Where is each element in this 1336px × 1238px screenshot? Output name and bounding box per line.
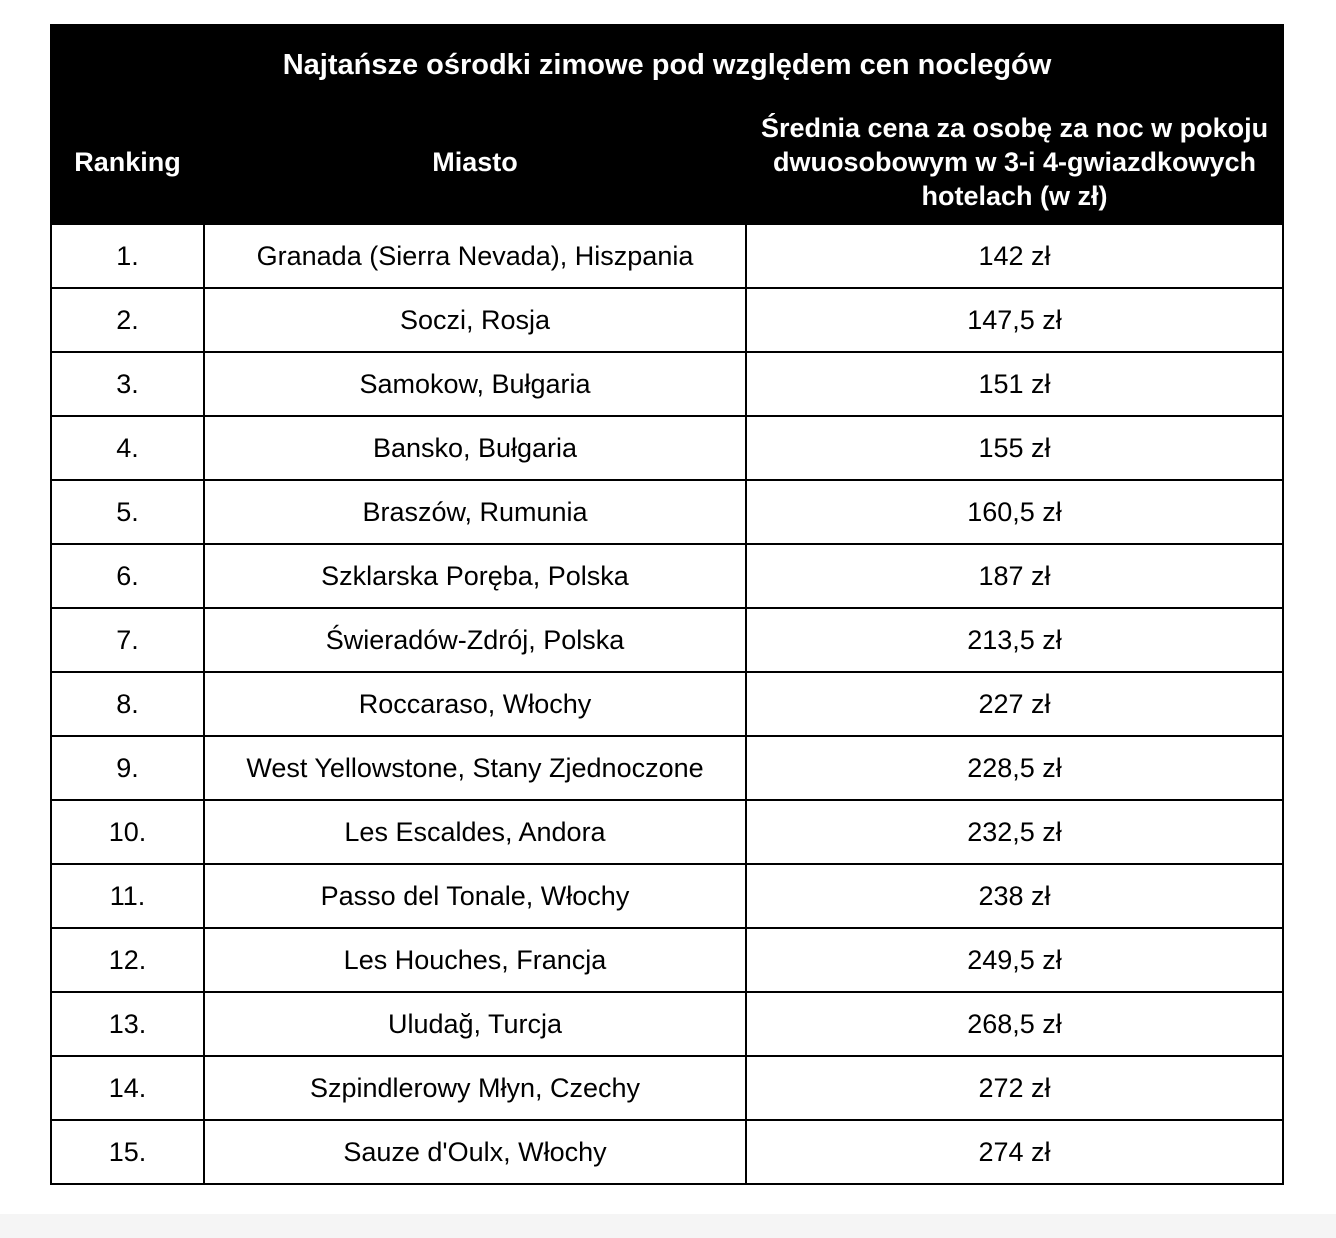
- price-cell: 268,5 zł: [746, 992, 1283, 1056]
- price-cell: 274 zł: [746, 1120, 1283, 1184]
- table-row: [51, 608, 1283, 672]
- rank-cell: 2.: [51, 288, 204, 352]
- table-row: [51, 352, 1283, 416]
- ranking-table: [50, 24, 1284, 1185]
- table-row: [51, 992, 1283, 1056]
- table-row: [51, 480, 1283, 544]
- price-cell: 155 zł: [746, 416, 1283, 480]
- city-cell: Szpindlerowy Młyn, Czechy: [204, 1056, 746, 1120]
- price-cell: 228,5 zł: [746, 736, 1283, 800]
- city-cell: Uludağ, Turcja: [204, 992, 746, 1056]
- table-row: [51, 1120, 1283, 1184]
- price-cell: 213,5 zł: [746, 608, 1283, 672]
- table-title-row: [51, 25, 1283, 105]
- table-row: [51, 288, 1283, 352]
- city-cell: Passo del Tonale, Włochy: [204, 864, 746, 928]
- price-cell: 272 zł: [746, 1056, 1283, 1120]
- rank-cell: 1.: [51, 224, 204, 288]
- price-cell: 227 zł: [746, 672, 1283, 736]
- table-row: [51, 672, 1283, 736]
- city-cell: Les Houches, Francja: [204, 928, 746, 992]
- rank-cell: 4.: [51, 416, 204, 480]
- ranking-table-container: [50, 24, 1282, 1185]
- column-header-city: Miasto: [204, 105, 746, 224]
- page-bottom-margin: [0, 1214, 1336, 1238]
- price-cell: 238 zł: [746, 864, 1283, 928]
- table-row: [51, 800, 1283, 864]
- city-cell: Bansko, Bułgaria: [204, 416, 746, 480]
- rank-cell: 3.: [51, 352, 204, 416]
- rank-cell: 9.: [51, 736, 204, 800]
- city-cell: West Yellowstone, Stany Zjednoczone: [204, 736, 746, 800]
- table-body: [51, 224, 1283, 1184]
- price-cell: 249,5 zł: [746, 928, 1283, 992]
- rank-cell: 14.: [51, 1056, 204, 1120]
- city-cell: Roccaraso, Włochy: [204, 672, 746, 736]
- price-cell: 147,5 zł: [746, 288, 1283, 352]
- price-cell: 160,5 zł: [746, 480, 1283, 544]
- column-header-rank: Ranking: [51, 105, 204, 224]
- rank-cell: 11.: [51, 864, 204, 928]
- price-cell: 232,5 zł: [746, 800, 1283, 864]
- rank-cell: 13.: [51, 992, 204, 1056]
- price-cell: 142 zł: [746, 224, 1283, 288]
- price-cell: 151 zł: [746, 352, 1283, 416]
- city-cell: Braszów, Rumunia: [204, 480, 746, 544]
- column-header-price: Średnia cena za osobę za noc w pokoju dwuosobowym w 3-i 4-gwiazdkowych hotelach (w zł): [746, 105, 1283, 224]
- table-title: Najtańsze ośrodki zimowe pod względem cen noclegów: [51, 25, 1283, 105]
- city-cell: Świeradów-Zdrój, Polska: [204, 608, 746, 672]
- rank-cell: 7.: [51, 608, 204, 672]
- rank-cell: 10.: [51, 800, 204, 864]
- city-cell: Sauze d'Oulx, Włochy: [204, 1120, 746, 1184]
- rank-cell: 8.: [51, 672, 204, 736]
- table-row: [51, 1056, 1283, 1120]
- city-cell: Granada (Sierra Nevada), Hiszpania: [204, 224, 746, 288]
- table-row: [51, 736, 1283, 800]
- city-cell: Szklarska Poręba, Polska: [204, 544, 746, 608]
- rank-cell: 6.: [51, 544, 204, 608]
- table-row: [51, 416, 1283, 480]
- table-row: [51, 864, 1283, 928]
- rank-cell: 12.: [51, 928, 204, 992]
- table-row: [51, 544, 1283, 608]
- rank-cell: 5.: [51, 480, 204, 544]
- table-row: [51, 928, 1283, 992]
- price-cell: 187 zł: [746, 544, 1283, 608]
- city-cell: Les Escaldes, Andora: [204, 800, 746, 864]
- city-cell: Soczi, Rosja: [204, 288, 746, 352]
- column-header-row: [51, 105, 1283, 224]
- table-head: [51, 25, 1283, 224]
- rank-cell: 15.: [51, 1120, 204, 1184]
- city-cell: Samokow, Bułgaria: [204, 352, 746, 416]
- table-row: [51, 224, 1283, 288]
